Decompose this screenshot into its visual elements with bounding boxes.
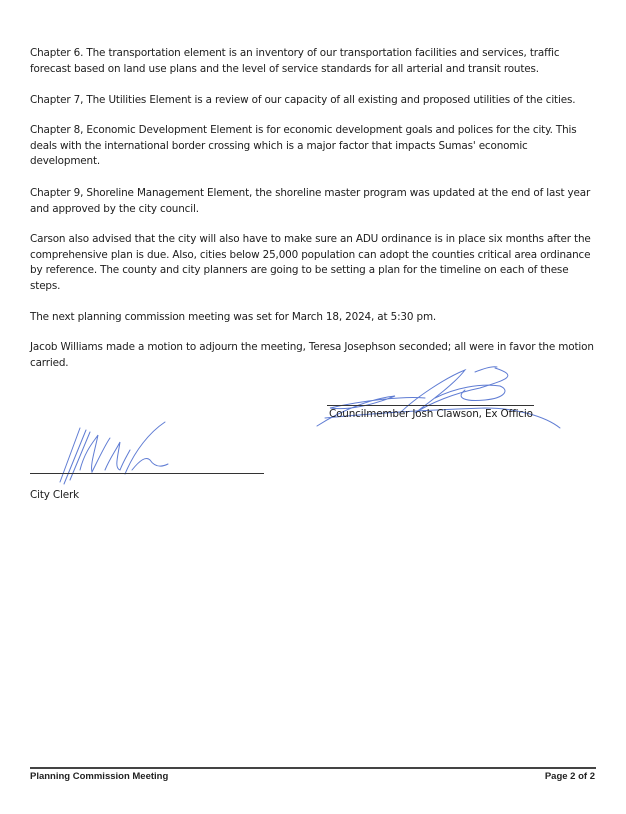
footer-document-title: Planning Commission Meeting (30, 771, 169, 782)
councilmember-signature (305, 358, 575, 438)
paragraph-chapter-8: Chapter 8, Economic Development Element is for economic development goals and polices for the city. This deals with the international border crossing which is a major factor that impacts Sumas' economic development. (30, 124, 577, 168)
paragraph-chapter-7: Chapter 7, The Utilities Element is a review of our capacity of all existing and proposed utilities of the cities. (30, 94, 576, 106)
councilmember-label: Councilmember Josh Clawson, Ex Officio (329, 408, 533, 420)
city-clerk-label: City Clerk (30, 489, 79, 501)
paragraph-chapter-6: Chapter 6. The transportation element is an inventory of our transportation facilities and services, traffic forecast based on land use plans and the level of service standards for all arterial and transit routes. (30, 47, 560, 75)
footer-divider (30, 767, 596, 769)
paragraph-next-meeting: The next planning commission meeting was set for March 18, 2024, at 5:30 pm. (30, 311, 437, 323)
paragraph-adu-ordinance: Carson also advised that the city will also have to make sure an ADU ordinance is in place six months after the comprehensive plan is due. Also, cities below 25,000 population can adopt the counties critical area ordinance by reference. The county and city planners are going to be setting a plan for the timeline on each of these steps. (30, 233, 591, 292)
councilmember-signature-line (327, 405, 534, 406)
paragraph-adjournment: Jacob Williams made a motion to adjourn the meeting, Teresa Josephson seconded; all were in favor the motion carried. (30, 341, 594, 369)
footer-page-number: Page 2 of 2 (544, 771, 595, 782)
paragraph-chapter-9: Chapter 9, Shoreline Management Element, the shoreline master program was updated at the end of last year and approved by the city council. (30, 187, 591, 215)
city-clerk-signature (50, 420, 180, 490)
city-clerk-signature-line (30, 473, 264, 474)
